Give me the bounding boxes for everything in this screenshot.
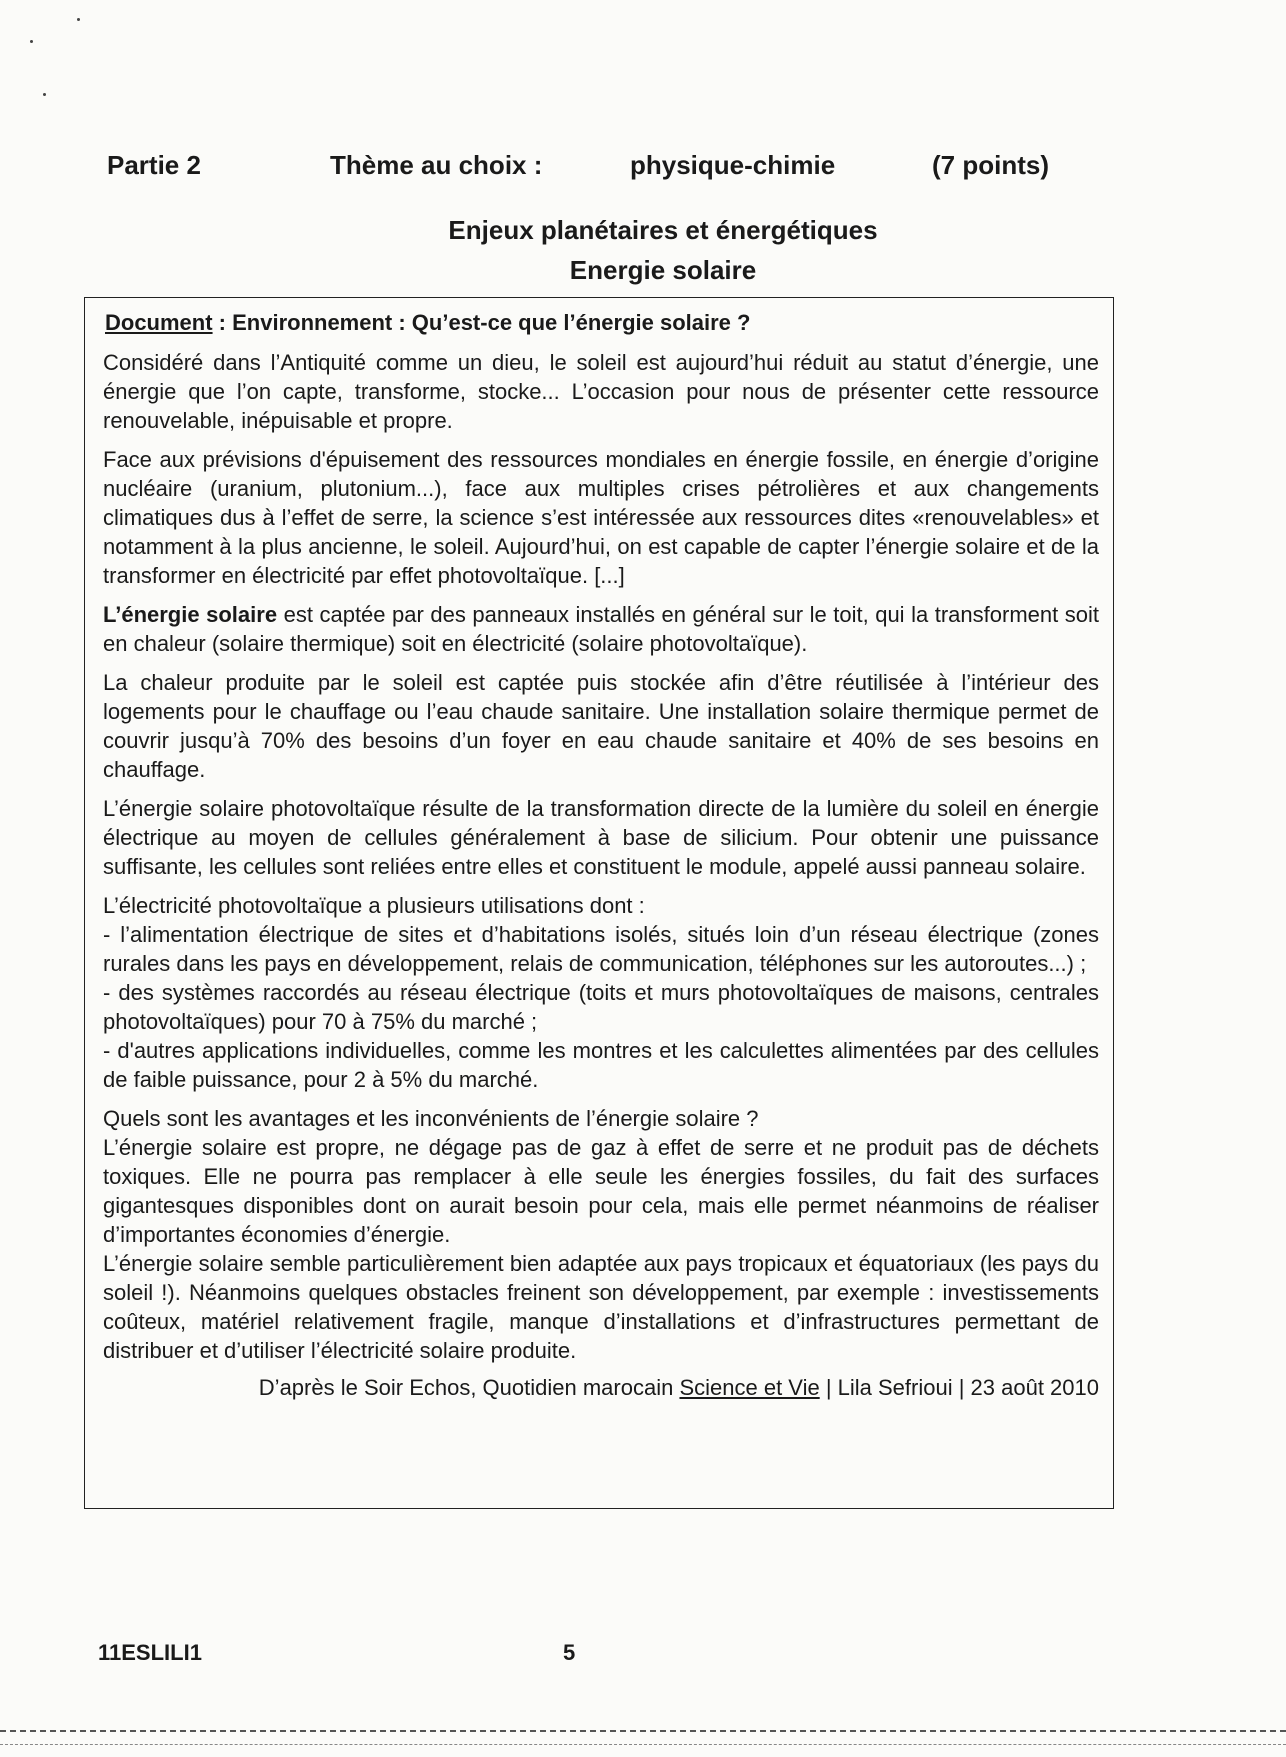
cons-text: L’énergie solaire semble particulièrement bien adaptée aux pays tropicaux et équatoriaux (les pays du soleil !). Néanmoins quelques obstacles freinent son développement, par exemple : investissements coûteux, matériel relativement fragile, manque d’installations et d’infrastructures permettant de distribuer et d’utiliser l’électricité solaire produite. [103,1251,1099,1363]
page-number: 5 [563,1640,576,1665]
paragraph-thermal: La chaleur produite par le soleil est captée puis stockée afin d’être réutilisée à l’intérieur des logements pour le chauffage ou l’eau chaude sanitaire. Une installation solaire thermique permet de couvrir jusqu’à 70% des besoins d’un foyer en eau chaude sanitaire et 40% de ses besoins en chauffage. [103,670,1099,782]
uses-intro: L’électricité photovoltaïque a plusieurs utilisations dont : [103,893,645,918]
paragraph-pros-cons [103,1104,1099,1365]
scan-speck [30,40,33,43]
part-label: Partie 2 [107,150,201,180]
points-label: (7 points) [932,150,1049,180]
document-label: Document [105,310,213,335]
document-box [84,297,1114,1509]
pros-text: L’énergie solaire est propre, ne dégage pas de gaz à effet de serre et ne produit pas de déchets toxiques. Elle ne pourra pas remplacer à elle seule les énergies fossiles, du fait des surfaces gigantesques disponibles dont on aurait besoin pour cela, mais elle permet néanmoins de réaliser d’importantes économies d’énergie. [103,1135,1099,1247]
list-item: - d'autres applications individuelles, comme les montres et les calculettes alimentées par des cellules de faible puissance, pour 2 à 5% du marché. [103,1038,1099,1092]
document-heading [105,310,1099,336]
source-citation [103,1373,1099,1402]
list-item: - l’alimentation électrique de sites et d’habitations isolés, situés loin d’un réseau électrique (zones rurales dans les pays en développement, relais de communication, téléphones sur les autoroutes...) ; [103,922,1099,976]
source-part-b: Science et Vie [679,1375,820,1400]
subject-label: physique-chimie [630,150,836,180]
bold-term: L’énergie solaire [103,602,278,627]
paragraph-capture-text: est captée par des panneaux installés en général sur le toit, qui la transforment soit en chaleur (solaire thermique) soit en électricité (solaire photovoltaïque). [103,602,1099,656]
scan-speck [77,18,80,21]
paragraph-capture [103,600,1099,658]
paragraph-intro: Considéré dans l’Antiquité comme un dieu, le soleil est aujourd’hui réduit au statut d’énergie, une énergie que l’on capte, transforme, stocke... L’occasion pour nous de présenter cette ressource renouvelable, inépuisable et propre. [103,350,1099,433]
exam-code: 11ESLILI1 [98,1640,202,1665]
source-part-c: | Lila Sefrioui | 23 août 2010 [819,1375,1099,1400]
scan-edge-line [0,1730,1286,1732]
question-line: Quels sont les avantages et les inconvénients de l’énergie solaire ? [103,1106,759,1131]
exam-header [0,150,1286,190]
theme-label: Thème au choix : [330,150,543,180]
paragraph-uses [103,891,1099,1094]
scan-edge-line [0,1744,1286,1745]
title-topic: Enjeux planétaires et énergétiques [448,215,878,245]
source-part-a: D’après le Soir Echos, Quotidien marocain [258,1375,680,1400]
page-titles [0,210,1286,290]
paragraph-context: Face aux prévisions d'épuisement des ressources mondiales en énergie fossile, en énergie d’origine nucléaire (uranium, plutonium...), face aux multiples crises pétrolières et aux changements climatiques dus à l’effet de serre, la science s’est intéressée aux ressources dites «renouvelables» et notamment à la plus ancienne, le soleil. Aujourd’hui, on est capable de capter l’énergie solaire et de la transformer en électricité par effet photovoltaïque. [...] [103,447,1099,588]
list-item: - des systèmes raccordés au réseau électrique (toits et murs photovoltaïques de maisons, centrales photovoltaïques) pour 70 à 75% du marché ; [103,980,1099,1034]
document-heading-text: : Environnement : Qu’est-ce que l’énergie solaire ? [212,310,751,335]
scan-speck [43,93,46,96]
title-subtopic: Energie solaire [569,255,757,285]
paragraph-photovoltaic: L’énergie solaire photovoltaïque résulte de la transformation directe de la lumière du soleil en énergie électrique au moyen de cellules généralement à base de silicium. Pour obtenir une puissance suffisante, les cellules sont reliées entre elles et constituent le module, appelé aussi panneau solaire. [103,796,1099,879]
